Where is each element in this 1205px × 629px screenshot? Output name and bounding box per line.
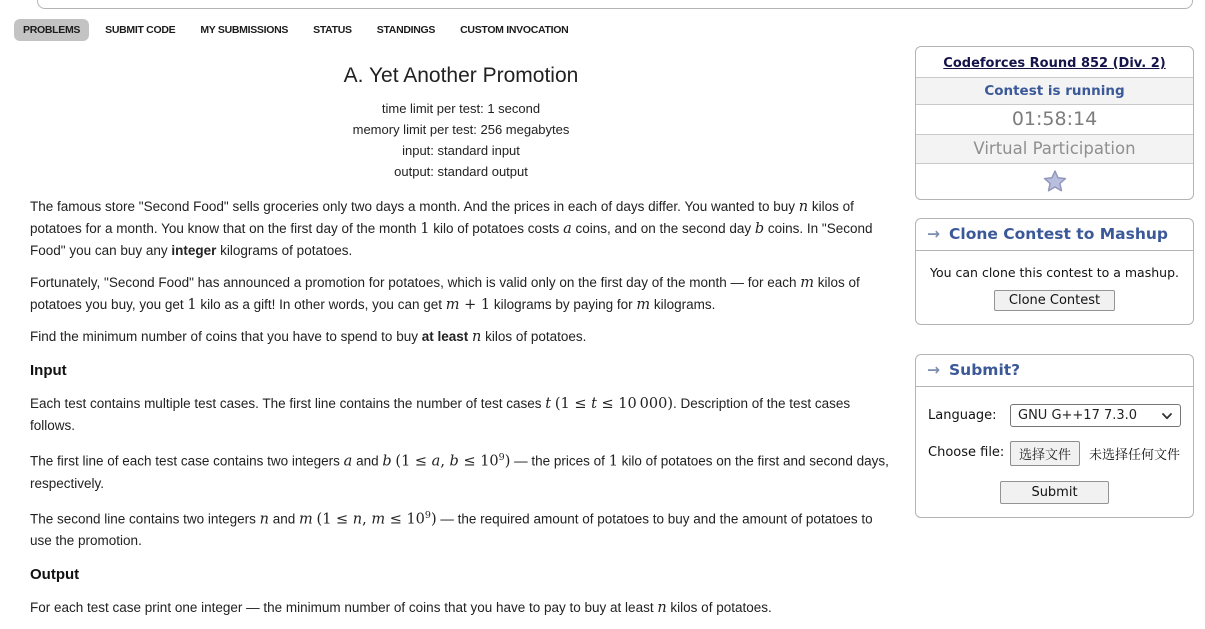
problem-paragraph bbox=[30, 196, 892, 262]
math-segment: m bbox=[445, 297, 460, 313]
language-row bbox=[916, 387, 1193, 427]
input-spec: input: standard input bbox=[402, 143, 520, 158]
language-label: Language: bbox=[928, 407, 997, 423]
problem-paragraph bbox=[30, 393, 892, 437]
text-segment: kilograms by paying for bbox=[490, 297, 637, 312]
problem-paragraph bbox=[30, 326, 892, 348]
problem-meta bbox=[30, 98, 892, 182]
text-segment: For each test case print one integer — the minimum number of coins that you have to pay to buy at least bbox=[30, 600, 658, 615]
clone-contest-box bbox=[915, 218, 1194, 325]
sidebar bbox=[915, 46, 1194, 518]
output-section-header: Output bbox=[30, 566, 80, 583]
top-roundbox-edge bbox=[37, 0, 1193, 9]
text-segment: kilos of potatoes. bbox=[481, 329, 587, 344]
star-row bbox=[916, 163, 1193, 199]
text-segment: kilograms of potatoes. bbox=[216, 243, 353, 258]
text-segment: Find the minimum number of coins that you have to spend to buy bbox=[30, 329, 422, 344]
tab-problems[interactable]: PROBLEMS bbox=[14, 19, 89, 41]
language-select[interactable] bbox=[1010, 404, 1181, 427]
math-segment: m bbox=[800, 275, 815, 291]
statement-paragraphs bbox=[30, 196, 892, 348]
problem-paragraph bbox=[30, 272, 892, 316]
output-spec: output: standard output bbox=[394, 164, 528, 179]
problem-paragraph bbox=[30, 505, 892, 553]
text-segment: kilos of potatoes you buy, you get bbox=[30, 275, 860, 312]
text-segment: Each test contains multiple test cases. The first line contains the number of test cases bbox=[30, 396, 546, 411]
choose-file-label: Choose file: bbox=[928, 444, 1005, 460]
text-segment: kilograms. bbox=[650, 297, 716, 312]
math-segment: t bbox=[545, 396, 552, 412]
text-segment: and bbox=[352, 453, 383, 469]
text-segment: and bbox=[268, 511, 300, 526]
math-segment: b bbox=[449, 453, 459, 470]
problem-title: A. Yet Another Promotion bbox=[343, 64, 579, 87]
problem-paragraph bbox=[30, 447, 892, 495]
math-segment: m bbox=[636, 297, 651, 313]
file-status-text: 未选择任何文件 bbox=[1089, 448, 1181, 463]
text-segment: kilo as a gift! In other words, you can get bbox=[196, 297, 446, 312]
math-segment: ≤ 10 000) bbox=[596, 396, 673, 412]
math-segment: 9 bbox=[424, 509, 431, 521]
text-segment: kilos of potatoes. bbox=[666, 600, 772, 615]
text-segment: integer bbox=[171, 243, 217, 258]
submit-box bbox=[915, 354, 1194, 518]
contest-box bbox=[915, 46, 1194, 200]
text-segment: — the prices of bbox=[510, 453, 609, 469]
math-segment: ) bbox=[504, 453, 511, 470]
tab-custom-invocation[interactable]: CUSTOM INVOCATION bbox=[460, 24, 569, 36]
math-segment: n bbox=[472, 329, 482, 345]
chevron-down-icon bbox=[1161, 410, 1173, 422]
tab-standings[interactable]: STANDINGS bbox=[376, 24, 436, 36]
math-segment: t bbox=[591, 396, 597, 412]
submit-box-header bbox=[916, 355, 1193, 387]
math-segment: a bbox=[431, 453, 441, 470]
input-section-header: Input bbox=[30, 362, 67, 379]
math-segment: 9 bbox=[498, 452, 505, 463]
clone-contest-button[interactable]: Clone Contest bbox=[994, 290, 1115, 311]
memory-limit: memory limit per test: 256 megabytes bbox=[352, 122, 570, 137]
time-limit: time limit per test: 1 second bbox=[381, 101, 541, 116]
file-input[interactable] bbox=[1010, 441, 1181, 466]
text-segment: — the required amount of potatoes to buy and the amount of potatoes to use the promotion. bbox=[30, 511, 873, 548]
arrow-right-icon: → bbox=[927, 225, 940, 243]
star-icon[interactable] bbox=[1042, 169, 1068, 193]
clone-box-header bbox=[916, 219, 1193, 251]
text-segment: kilo of potatoes on the first and second days, respectively. bbox=[30, 453, 889, 491]
text-segment: kilos of potatoes for a month. You know that on the first day of the month bbox=[30, 199, 854, 236]
text-segment: coins. In "Second Food" you can buy any bbox=[30, 221, 873, 258]
math-segment: + 1 bbox=[459, 297, 491, 313]
math-segment: 1 bbox=[187, 297, 197, 313]
math-segment: ≤ 10 bbox=[458, 453, 499, 470]
contest-state: Contest is running bbox=[916, 77, 1193, 104]
contest-name-row bbox=[916, 47, 1193, 77]
problem-paragraph bbox=[30, 597, 892, 619]
tab-my-submissions[interactable]: MY SUBMISSIONS bbox=[200, 24, 289, 36]
math-segment: 1 bbox=[420, 221, 430, 237]
choose-file-row bbox=[916, 427, 1193, 466]
math-segment: ) bbox=[430, 511, 437, 527]
problem-statement bbox=[30, 56, 892, 629]
clone-box-title: Clone Contest to Mashup bbox=[949, 225, 1169, 243]
math-segment: b bbox=[754, 221, 765, 237]
math-segment: b bbox=[382, 453, 392, 470]
math-segment: m bbox=[371, 511, 386, 527]
text-segment: kilo of potatoes costs bbox=[429, 221, 564, 236]
language-selected-value: GNU G++17 7.3.0 bbox=[1018, 408, 1138, 423]
text-segment: . Description of the test cases follows. bbox=[30, 396, 851, 433]
input-paragraphs bbox=[30, 393, 892, 552]
math-segment: n bbox=[352, 511, 363, 527]
tab-bar bbox=[14, 19, 577, 41]
submit-button[interactable]: Submit bbox=[1000, 481, 1108, 504]
math-segment: n bbox=[259, 511, 269, 527]
math-segment: (1 ≤ bbox=[316, 511, 353, 527]
math-segment: n bbox=[657, 600, 667, 616]
participation-mode: Virtual Participation bbox=[916, 134, 1193, 163]
tab-submit-code[interactable]: SUBMIT CODE bbox=[105, 24, 176, 36]
math-segment: m bbox=[299, 511, 313, 527]
math-segment: n bbox=[798, 199, 809, 215]
file-browse-button[interactable]: 选择文件 bbox=[1010, 441, 1080, 466]
math-segment: , bbox=[362, 511, 372, 527]
math-segment: a bbox=[343, 453, 353, 470]
math-segment: a bbox=[563, 221, 572, 237]
contest-name-link[interactable]: Codeforces Round 852 (Div. 2) bbox=[943, 56, 1166, 71]
math-segment: (1 ≤ bbox=[554, 396, 592, 412]
tab-status[interactable]: STATUS bbox=[313, 24, 352, 36]
text-segment: The famous store "Second Food" sells groceries only two days a month. And the prices in each of days differ. You wanted to buy bbox=[30, 199, 799, 214]
arrow-right-icon: → bbox=[927, 361, 940, 379]
output-paragraphs bbox=[30, 597, 892, 619]
submit-box-title: Submit? bbox=[949, 361, 1021, 379]
math-segment: 1 bbox=[608, 453, 618, 470]
text-segment: coins, and on the second day bbox=[571, 221, 755, 236]
text-segment: The second line contains two integers bbox=[30, 511, 260, 526]
math-segment: ≤ 10 bbox=[385, 511, 425, 527]
clone-description: You can clone this contest to a mashup. bbox=[930, 265, 1179, 280]
math-segment: (1 ≤ bbox=[395, 453, 432, 470]
text-segment: The first line of each test case contains two integers bbox=[30, 453, 344, 469]
contest-timer: 01:58:14 bbox=[916, 104, 1193, 134]
math-segment: , bbox=[440, 453, 450, 470]
text-segment: Fortunately, "Second Food" has announced a promotion for potatoes, which is valid only on the first day of the month — for each bbox=[30, 275, 801, 290]
text-segment: at least bbox=[421, 329, 469, 344]
